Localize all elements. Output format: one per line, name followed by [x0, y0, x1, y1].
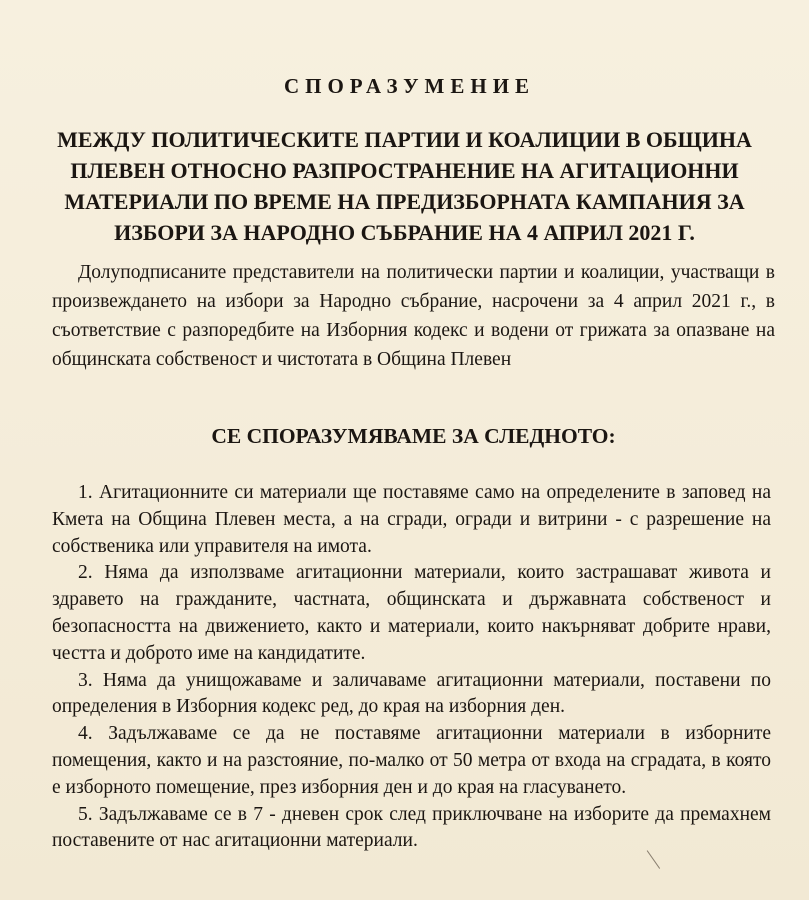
- intro-paragraph: Долуподписаните представители на политически партии и коалиции, участващи в произвеждането на избори за Народно събрание, насрочени за 4 април 2021 г., в съответствие с разпоредбите на Изборния кодекс и водени от грижата за опазване на общинската собственост и чистотата в Община Плевен: [52, 262, 775, 370]
- agreement-item-1: 1. Агитационните си материали ще поставяме само на определените в заповед на Кмета на Община Плевен места, а на сгради, огради и витрини - с разрешение на собственика или управителя на имота.: [52, 482, 771, 557]
- agreement-item-2: 2. Няма да използваме агитационни материали, които застрашават живота и здравето на гражданите, частната, общинската и държавната собственост и безопасността на движението, както и материали, които накърняват добрите нрави, честта и доброто име на кандидатите.: [52, 562, 771, 664]
- agreement-items: [52, 480, 771, 855]
- agreement-item-5: 5. Задължаваме се в 7 - дневен срок след приключване на изборите да премахнем поставените от нас агитационни материали.: [52, 803, 771, 852]
- document-title: СПОРАЗУМЕНИЕ: [283, 74, 536, 98]
- agreement-item-3: 3. Няма да унищожаваме и заличаваме агитационни материали, поставени по определения в Изборния кодекс ред, до края на изборния ден.: [52, 669, 771, 718]
- agreement-item-4: 4. Задължаваме се да не поставяме агитационни материали в изборните помещения, както и на разстояние, по-малко от 50 метра от входа на сградата, в която е изборното помещение, през изборния ден и до края на гласуването.: [52, 723, 771, 798]
- document-subtitle: МЕЖДУ ПОЛИТИЧЕСКИТЕ ПАРТИИ И КОАЛИЦИИ В ОБЩИНА ПЛЕВЕН ОТНОСНО РАЗПРОСТРАНЕНИЕ НА АГИТАЦИОННИ МАТЕРИАЛИ ПО ВРЕМЕ НА ПРЕДИЗБОРНАТА КАМПАНИЯ ЗА ИЗБОРИ ЗА НАРОДНО СЪБРАНИЕ НА 4 АПРИЛ 2021 Г.: [57, 127, 752, 245]
- section-heading: СЕ СПОРАЗУМЯВАМЕ ЗА СЛЕДНОТО:: [211, 424, 616, 448]
